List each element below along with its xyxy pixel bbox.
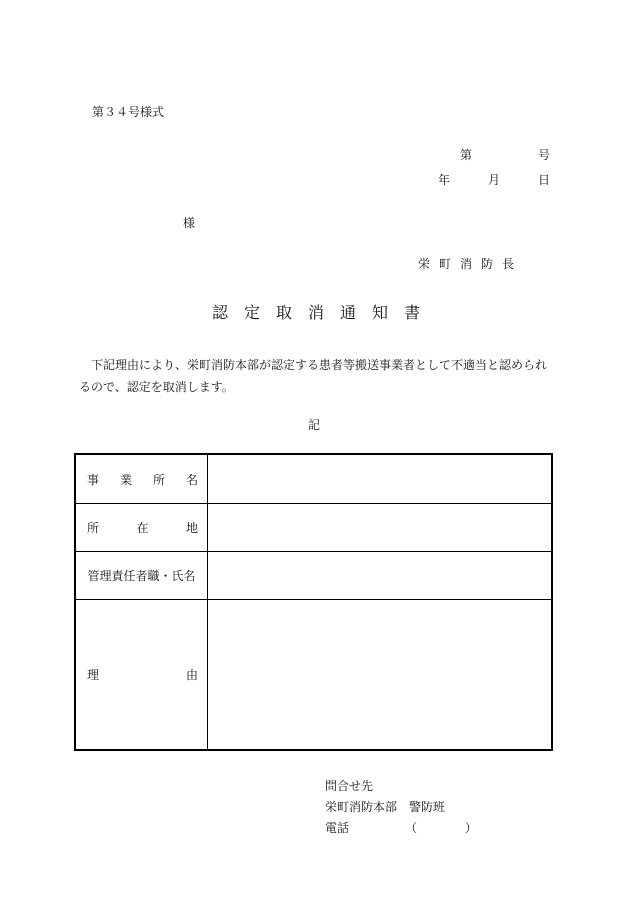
business-name-label: 事 業 所 名 <box>87 472 198 487</box>
manager-field[interactable] <box>208 552 553 600</box>
document-number-line <box>460 146 550 163</box>
details-table <box>74 453 553 751</box>
date-year: 年 <box>438 173 451 187</box>
ki-marker: 記 <box>308 418 321 432</box>
phone-label: 電話 <box>325 821 350 835</box>
issuer: 栄町消防長 <box>418 257 524 271</box>
form-number: 第３４号様式 <box>92 105 165 119</box>
date-day: 日 <box>537 173 550 187</box>
date-month: 月 <box>487 173 500 187</box>
document-title: 認定取消通知書 <box>212 303 437 322</box>
location-field[interactable] <box>208 504 553 552</box>
location-label: 所 在 地 <box>87 521 198 535</box>
body-text: 下記理由により、栄町消防本部が認定する患者等搬送事業者として不適当と認められるので、認定を取消します。 <box>79 358 548 394</box>
label-cell <box>75 454 208 504</box>
reason-label: 理 由 <box>87 668 198 682</box>
business-name-field[interactable] <box>208 454 553 504</box>
contact-block <box>325 776 495 839</box>
contact-phone <box>325 818 495 839</box>
table-row <box>75 552 552 600</box>
label-cell <box>75 504 208 552</box>
addressee-suffix: 様 <box>183 216 196 230</box>
reason-field[interactable] <box>208 600 553 751</box>
phone-parens: （ ） <box>405 821 496 835</box>
table-row <box>75 454 552 504</box>
label-cell <box>75 552 208 600</box>
number-suffix: 号 <box>537 148 550 162</box>
label-cell <box>75 600 208 751</box>
date-line <box>438 171 550 188</box>
table-row <box>75 504 552 552</box>
table-row <box>75 600 552 751</box>
number-prefix: 第 <box>460 148 473 162</box>
contact-heading: 問合せ先 <box>325 779 374 793</box>
contact-department: 栄町消防本部 警防班 <box>325 800 446 814</box>
manager-label: 管理責任者職・氏名 <box>87 569 196 583</box>
